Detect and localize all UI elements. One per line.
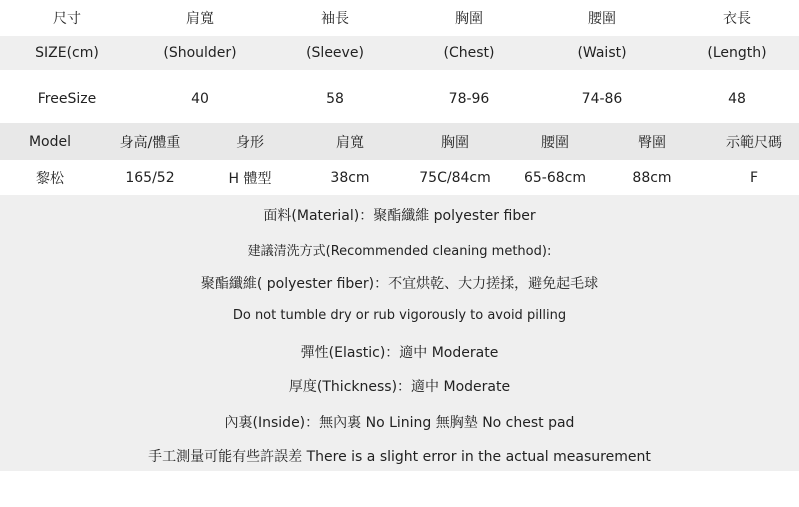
model-cell-chest: 75C/84cm bbox=[419, 169, 491, 186]
table-row bbox=[0, 160, 799, 195]
model-cell-hip: 88cm bbox=[632, 169, 672, 186]
model-header-height-weight: 身高/體重 bbox=[119, 134, 181, 151]
fabric-care-info bbox=[0, 195, 799, 471]
size-cell-length: 48 bbox=[728, 91, 746, 107]
size-header-cn-sleeve: 袖長 bbox=[321, 11, 349, 27]
size-header-cn-chest: 胸圍 bbox=[455, 11, 483, 27]
size-header-en-length: (Length) bbox=[707, 45, 767, 61]
size-header-en-waist: (Waist) bbox=[577, 45, 627, 61]
size-header-cn-length: 衣長 bbox=[723, 11, 751, 27]
size-cell-shoulder: 40 bbox=[191, 91, 209, 107]
cleaning-method-heading: 建議清洗方式(Recommended cleaning method): bbox=[247, 244, 552, 259]
size-header-en-shoulder: (Shoulder) bbox=[163, 45, 237, 61]
model-header-model: Model bbox=[28, 133, 72, 150]
model-header-body-shape: 身形 bbox=[236, 134, 264, 151]
size-table-header-cn bbox=[0, 0, 799, 36]
size-header-cn-size: 尺寸 bbox=[53, 11, 81, 27]
cleaning-instruction-cn: 聚酯纖維( polyester fiber)：不宜烘乾、大力搓揉，避免起毛球 bbox=[200, 276, 599, 292]
size-cell-waist: 74-86 bbox=[581, 91, 623, 107]
size-cell-size: FreeSize bbox=[37, 91, 97, 107]
thickness-line: 厚度(Thickness)：適中 Moderate bbox=[288, 379, 511, 395]
size-header-en-size: SIZE(cm) bbox=[35, 45, 99, 61]
measurement-note: 手工測量可能有些許誤差 There is a slight error in the actual measurement bbox=[148, 449, 651, 465]
size-header-en-chest: (Chest) bbox=[443, 45, 495, 61]
model-cell-shoulder: 38cm bbox=[330, 169, 370, 186]
model-cell-name: 黎松 bbox=[36, 170, 64, 187]
model-cell-height-weight: 165/52 bbox=[125, 169, 175, 186]
lining-line: 內裏(Inside)：無內裏 No Lining 無胸墊 No chest pad bbox=[224, 415, 575, 431]
size-table-header-en bbox=[0, 36, 799, 70]
model-header-shoulder: 肩寬 bbox=[336, 134, 364, 151]
model-table-header bbox=[0, 123, 799, 160]
size-header-en-sleeve: (Sleeve) bbox=[306, 45, 364, 61]
model-header-chest: 胸圍 bbox=[441, 134, 469, 151]
model-cell-waist: 65-68cm bbox=[523, 169, 586, 186]
model-header-hip: 臀圍 bbox=[638, 134, 666, 151]
size-cell-chest: 78-96 bbox=[448, 91, 490, 107]
model-header-waist: 腰圍 bbox=[541, 134, 569, 151]
elastic-line: 彈性(Elastic)：適中 Moderate bbox=[300, 345, 499, 361]
table-row bbox=[0, 80, 799, 118]
model-cell-body-shape: H 體型 bbox=[228, 170, 272, 187]
model-header-demo-size: 示範尺碼 bbox=[726, 134, 782, 151]
size-header-cn-shoulder: 肩寬 bbox=[186, 11, 214, 27]
model-cell-demo-size: F bbox=[749, 169, 759, 186]
material-line: 面料(Material)：聚酯纖維 polyester fiber bbox=[263, 208, 536, 224]
size-cell-sleeve: 58 bbox=[326, 91, 344, 107]
size-header-cn-waist: 腰圍 bbox=[588, 11, 616, 27]
cleaning-instruction-en: Do not tumble dry or rub vigorously to avoid pilling bbox=[232, 308, 567, 323]
